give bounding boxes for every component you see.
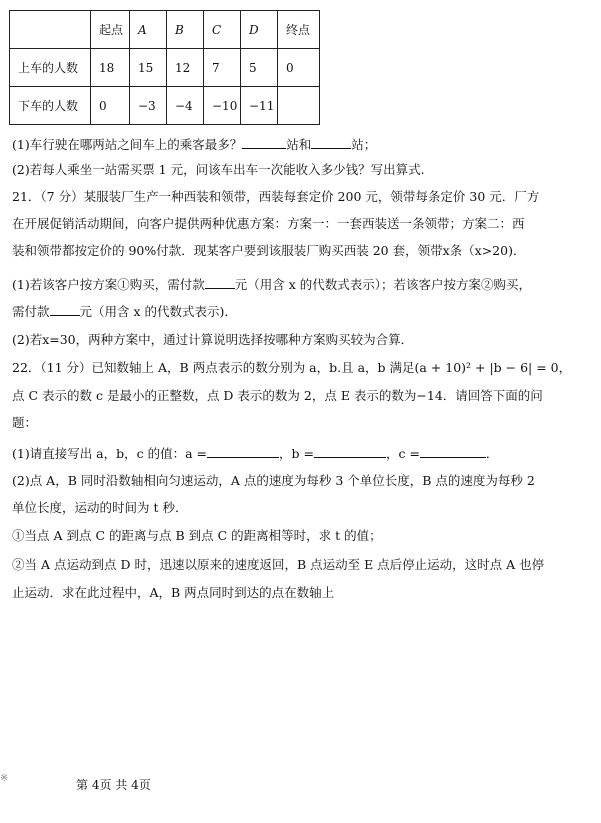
- bus-passenger-table: [9, 10, 320, 125]
- bus-q1-text: (1)车行驶在哪两站之间车上的乘客最多？: [12, 137, 243, 152]
- q21-stem-line1: 21．（7 分）某服装厂生产一种西装和领带，西装每套定价 200 元，领带每条定价 30 元．厂方: [12, 189, 540, 204]
- bus-q1-text-mid: 站和: [286, 137, 312, 152]
- table-row: [10, 49, 320, 87]
- q21-p1-text: (1)若该客户按方案①购买，需付款: [12, 277, 205, 292]
- table-header-cell: B: [167, 11, 204, 49]
- page-footer: 第 4页 共 4页: [76, 778, 151, 792]
- answer-blank[interactable]: [50, 303, 80, 316]
- table-header-cell: 起点: [91, 11, 130, 49]
- scan-mark-icon: ※: [0, 773, 9, 784]
- table-cell: 7: [204, 49, 241, 87]
- q21-p1-text-2: 元（用含 x 的代数式表示）；若该客户按方案②购买，: [234, 277, 531, 292]
- q22-part2-ii-line1: ②当 A 点运动到点 D 时，迅速以原来的速度返回，B 点运动至 E 点后停止运动，这时点 A 也停: [12, 557, 545, 572]
- q22-part2-line2: 单位长度，运动的时间为 t 秒．: [12, 500, 188, 515]
- table-header-cell: A: [130, 11, 167, 49]
- bus-question-2: (2)若每人乘坐一站需买票 1 元，问该车出车一次能收入多少钱？写出算式.: [12, 162, 425, 177]
- bus-q1-text-end: 站；: [351, 137, 377, 152]
- q21-part1: [12, 276, 531, 293]
- answer-blank[interactable]: [314, 445, 386, 458]
- q22-part2-ii-line2: 止运动．求在此过程中，A，B 两点同时到达的点在数轴上: [12, 585, 335, 600]
- table-header-cell: D: [241, 11, 278, 49]
- table-header-cell: 终点: [278, 11, 320, 49]
- q22-p1-text-c: ，c =: [385, 446, 420, 461]
- q22-p1-text-b: ，b =: [279, 446, 314, 461]
- q21-stem-line3: 装和领带都按定价的 90%付款．现某客户要到该服装厂购买西装 20 套，领带x条（x>20)．: [12, 243, 526, 258]
- table-cell: 5: [241, 49, 278, 87]
- answer-blank[interactable]: [311, 136, 351, 149]
- row-label: 下车的人数: [10, 87, 91, 125]
- table-cell: 12: [167, 49, 204, 87]
- table-cell: 15: [130, 49, 167, 87]
- q21-stem-line2: 在开展促销活动期间，向客户提供两种优惠方案：方案一：一套西装送一条领带；方案二：西: [12, 216, 525, 231]
- table-cell: [278, 87, 320, 125]
- answer-blank[interactable]: [242, 136, 286, 149]
- table-cell: 0: [91, 87, 130, 125]
- table-header-cell: C: [204, 11, 241, 49]
- q21-p1-text-3: 需付款: [12, 304, 50, 319]
- q22-stem-line2: 点 C 表示的数 c 是最小的正整数，点 D 表示的数为 2，点 E 表示的数为−14．请回答下面的问: [12, 388, 543, 403]
- row-label: 上车的人数: [10, 49, 91, 87]
- table-cell: 0: [278, 49, 320, 87]
- q21-part1-cont: [12, 303, 237, 320]
- q22-stem-line1: 22．（11 分）已知数轴上 A，B 两点表示的数分别为 a，b.且 a，b 满足(a + 10)² + |b − 6| = 0，: [12, 360, 572, 375]
- q22-part2-line1: (2)点 A，B 同时沿数轴相向匀速运动，A 点的速度为每秒 3 个单位长度，B 点的速度为每秒 2: [12, 473, 535, 488]
- q22-p1-text-d: ．: [485, 446, 499, 461]
- table-header-cell: [10, 11, 91, 49]
- table-cell: 18: [91, 49, 130, 87]
- q22-stem-line3: 题：: [12, 415, 38, 430]
- bus-question-1: [12, 136, 376, 153]
- answer-blank[interactable]: [205, 276, 235, 289]
- q21-p1-text-4: 元（用含 x 的代数式表示)．: [79, 304, 237, 319]
- table-header-row: [10, 11, 320, 49]
- q21-part2: (2)若x=30，两种方案中，通过计算说明选择按哪种方案购买较为合算．: [12, 332, 414, 347]
- table-cell: −10: [204, 87, 241, 125]
- table-row: [10, 87, 320, 125]
- table-cell: −11: [241, 87, 278, 125]
- answer-blank[interactable]: [207, 445, 279, 458]
- q22-p1-text: (1)请直接写出 a，b，c 的值：a =: [12, 446, 208, 461]
- table-cell: −4: [167, 87, 204, 125]
- table-cell: −3: [130, 87, 167, 125]
- answer-blank[interactable]: [420, 445, 486, 458]
- q22-part2-i: ①当点 A 到点 C 的距离与点 B 到点 C 的距离相等时，求 t 的值；: [12, 528, 382, 543]
- q22-part1: [12, 445, 498, 462]
